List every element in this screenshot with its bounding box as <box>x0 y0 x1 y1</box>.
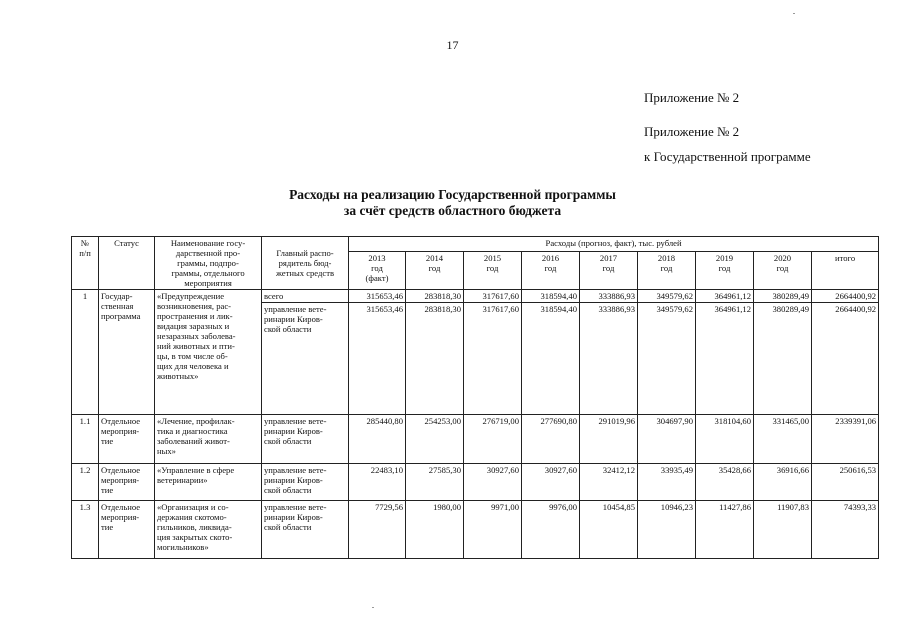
value-cell: 30927,60 <box>522 464 580 501</box>
row-manager: управление вете- ринарии Киров- ской области <box>262 415 349 464</box>
row-status: Отдельное мероприя- тие <box>99 501 155 559</box>
table-row <box>72 415 879 464</box>
row-status: Государ- ственная программа <box>99 290 155 415</box>
page-number: 17 <box>446 38 459 52</box>
annex-reference: к Государственной программе <box>644 149 811 164</box>
header-manager: Главный распо- рядитель бюд- жетных средств <box>262 237 349 290</box>
row-number: 1.2 <box>72 464 99 501</box>
value-cell: 11907,83 <box>754 501 812 559</box>
header-year: 2013 год (факт) <box>349 251 406 289</box>
header-year: 2019 год <box>696 251 754 289</box>
value-cell: 10946,23 <box>638 501 696 559</box>
table-row <box>72 464 879 501</box>
value-cell: 315653,46 <box>349 290 406 303</box>
total-cell: 74393,33 <box>812 501 879 559</box>
row-number: 1 <box>72 290 99 415</box>
row-status: Отдельное мероприя- тие <box>99 464 155 501</box>
total-cell: 2664400,92 <box>812 303 879 415</box>
value-cell: 333886,93 <box>580 290 638 303</box>
value-cell: 277690,80 <box>522 415 580 464</box>
header-year: 2017 год <box>580 251 638 289</box>
row-name: «Организация и со- держания скотомо- гильников, ликвида- ция закрытых ското- могильников» <box>155 501 262 559</box>
total-cell: 2339391,06 <box>812 415 879 464</box>
value-cell: 9976,00 <box>522 501 580 559</box>
value-cell: 304697,90 <box>638 415 696 464</box>
header-num: № п/п <box>72 237 99 290</box>
value-cell: 349579,62 <box>638 303 696 415</box>
value-cell: 27585,30 <box>406 464 464 501</box>
row-name: «Предупреждение возникновения, рас- пространения и лик- видация заразных и незаразных заболева- ний животных и пти- цы, в том числе об- щих для человека и животных» <box>155 290 262 415</box>
value-cell: 349579,62 <box>638 290 696 303</box>
header-expenses: Расходы (прогноз, факт), тыс. рублей <box>349 237 879 252</box>
value-cell: 254253,00 <box>406 415 464 464</box>
value-cell: 32412,12 <box>580 464 638 501</box>
row-manager: управление вете- ринарии Киров- ской области <box>262 303 349 415</box>
scan-speck <box>372 607 374 608</box>
value-cell: 331465,00 <box>754 415 812 464</box>
document-title <box>0 187 905 219</box>
value-cell: 11427,86 <box>696 501 754 559</box>
total-cell: 2664400,92 <box>812 290 879 303</box>
row-number: 1.3 <box>72 501 99 559</box>
value-cell: 364961,12 <box>696 303 754 415</box>
value-cell: 10454,85 <box>580 501 638 559</box>
row-status: Отдельное мероприя- тие <box>99 415 155 464</box>
annex-label: Приложение № 2 <box>644 90 740 105</box>
value-cell: 318594,40 <box>522 303 580 415</box>
row-name: «Управление в сфере ветеринарии» <box>155 464 262 501</box>
value-cell: 315653,46 <box>349 303 406 415</box>
row-number: 1.1 <box>72 415 99 464</box>
scan-speck <box>793 13 795 14</box>
value-cell: 9971,00 <box>464 501 522 559</box>
total-cell: 250616,53 <box>812 464 879 501</box>
header-year: 2015 год <box>464 251 522 289</box>
annex-label-repeat: Приложение № 2 <box>644 124 740 139</box>
value-cell: 380289,49 <box>754 303 812 415</box>
table-row <box>72 501 879 559</box>
header-row <box>72 237 879 252</box>
header-name: Наименование госу- дарственной про- граммы, подпро- граммы, отдельного мероприятия <box>155 237 262 290</box>
row-manager: управление вете- ринарии Киров- ской области <box>262 464 349 501</box>
header-year: 2014 год <box>406 251 464 289</box>
title-line-1: Расходы на реализацию Государственной программы <box>289 187 616 202</box>
value-cell: 364961,12 <box>696 290 754 303</box>
value-cell: 317617,60 <box>464 303 522 415</box>
value-cell: 36916,66 <box>754 464 812 501</box>
header-year: 2016 год <box>522 251 580 289</box>
value-cell: 7729,56 <box>349 501 406 559</box>
value-cell: 1980,00 <box>406 501 464 559</box>
table-row <box>72 290 879 303</box>
header-year: 2020 год <box>754 251 812 289</box>
header-year: 2018 год <box>638 251 696 289</box>
budget-table-body <box>72 237 879 559</box>
row-manager: управление вете- ринарии Киров- ской области <box>262 501 349 559</box>
header-status: Статус <box>99 237 155 290</box>
header-total: итого <box>812 251 879 289</box>
value-cell: 380289,49 <box>754 290 812 303</box>
value-cell: 317617,60 <box>464 290 522 303</box>
budget-table <box>71 236 879 559</box>
value-cell: 22483,10 <box>349 464 406 501</box>
value-cell: 291019,96 <box>580 415 638 464</box>
title-line-2: за счёт средств областного бюджета <box>343 203 562 218</box>
value-cell: 30927,60 <box>464 464 522 501</box>
value-cell: 318594,40 <box>522 290 580 303</box>
value-cell: 276719,00 <box>464 415 522 464</box>
value-cell: 318104,60 <box>696 415 754 464</box>
value-cell: 35428,66 <box>696 464 754 501</box>
row-manager: всего <box>262 290 349 303</box>
value-cell: 33935,49 <box>638 464 696 501</box>
value-cell: 333886,93 <box>580 303 638 415</box>
value-cell: 283818,30 <box>406 303 464 415</box>
value-cell: 283818,30 <box>406 290 464 303</box>
value-cell: 285440,80 <box>349 415 406 464</box>
row-name: «Лечение, профилак- тика и диагностика заболеваний живот- ных» <box>155 415 262 464</box>
